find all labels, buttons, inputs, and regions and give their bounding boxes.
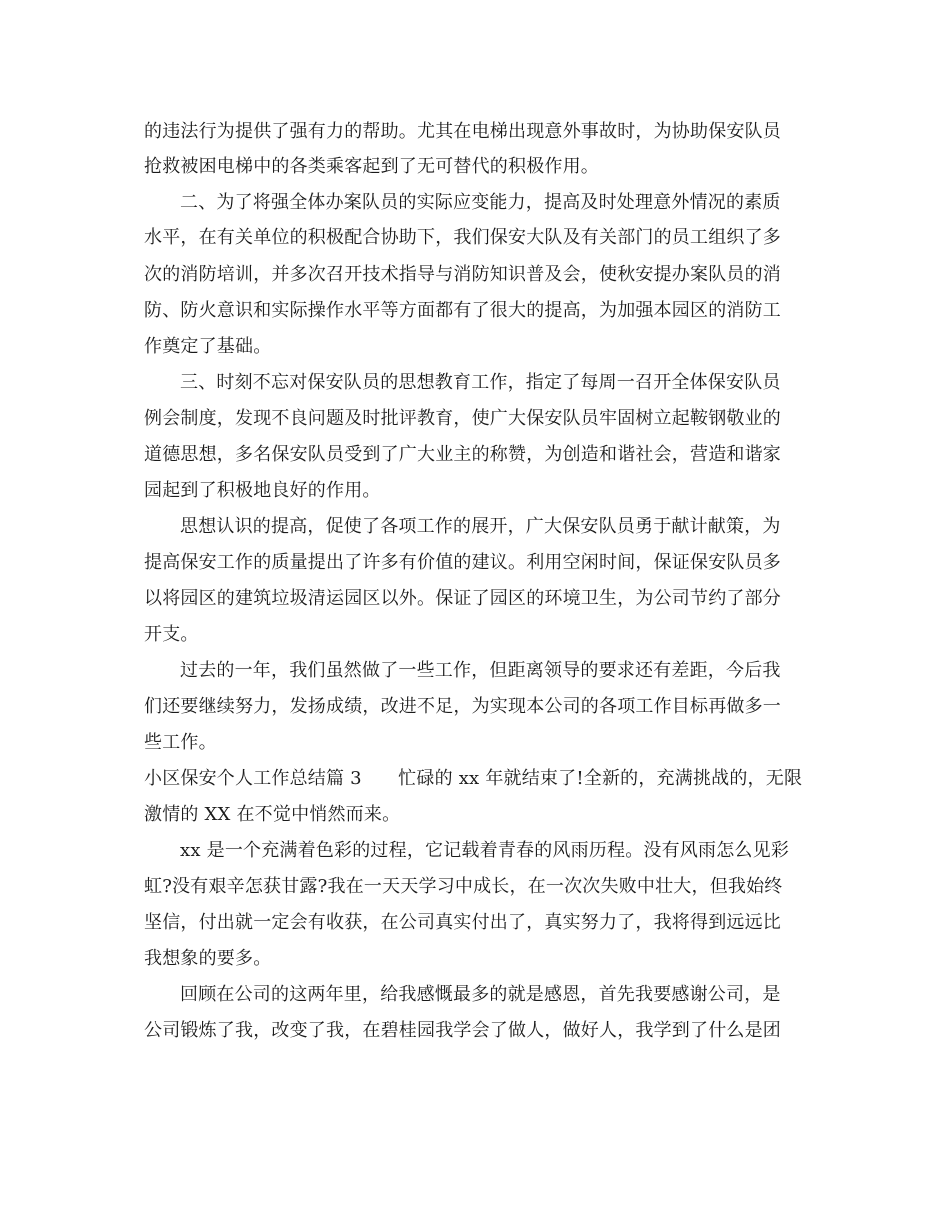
- text-line: 激情的 XX 在不觉中悄然而来。: [144, 804, 401, 825]
- text-line: 们还要继续努力，发扬成绩，改进不足，为实现本公司的各项工作目标再做多一: [144, 696, 781, 717]
- text-line: 水平，在有关单位的积极配合协助下，我们保安大队及有关部门的员工组织了多: [144, 227, 781, 248]
- text-line: 的违法行为提供了强有力的帮助。尤其在电梯出现意外事故时，为协助保安队员: [144, 121, 781, 142]
- text-line: 提高保安工作的质量提出了许多有价值的建议。利用空闲时间，保证保安队员多: [144, 552, 781, 573]
- text-line: 以将园区的建筑垃圾清运园区以外。保证了园区的环境卫生，为公司节约了部分: [144, 588, 781, 609]
- text-line: 思想认识的提高，促使了各项工作的展开，广大保安队员勇于献计献策，为: [180, 516, 781, 537]
- text-line: 道德思想，多名保安队员受到了广大业主的称赞，为创造和谐社会，营造和谐家: [144, 444, 781, 465]
- text-line: 园起到了积极地良好的作用。: [144, 480, 381, 501]
- text-line: 回顾在公司的这两年里，给我感慨最多的就是感恩，首先我要感谢公司，是: [180, 984, 781, 1005]
- text-line: 些工作。: [144, 732, 217, 753]
- text-line: 公司锻炼了我，改变了我，在碧桂园我学会了做人，做好人，我学到了什么是团: [144, 1020, 781, 1041]
- text-line: 虹?没有艰辛怎获甘露?我在一天天学习中成长，在一次次失败中壮大，但我始终: [144, 876, 783, 897]
- text-line: 我想象的要多。: [144, 948, 272, 969]
- text-line: 例会制度，发现不良问题及时批评教育，使广大保安队员牢固树立起鞍钢敬业的: [144, 408, 781, 429]
- section-heading-line: 小区保安个人工作总结篇 3 忙碌的 xx 年就结束了!全新的，充满挑战的，无限: [144, 768, 803, 789]
- text-line: 防、防火意识和实际操作水平等方面都有了很大的提高，为加强本园区的消防工: [144, 300, 781, 321]
- text-line: 二、为了将强全体办案队员的实际应变能力，提高及时处理意外情况的素质: [180, 192, 781, 213]
- text-line: xx 是一个充满着色彩的过程，它记载着青春的风雨历程。没有风雨怎么见彩: [180, 840, 790, 861]
- text-line: 作奠定了基础。: [144, 336, 272, 357]
- text-line: 开支。: [144, 624, 199, 645]
- text-line: 坚信，付出就一定会有收获，在公司真实付出了，真实努力了，我将得到远远比: [144, 912, 781, 933]
- text-line: 过去的一年，我们虽然做了一些工作，但距离领导的要求还有差距，今后我: [180, 660, 781, 681]
- text-line: 三、时刻不忘对保安队员的思想教育工作，指定了每周一召开全体保安队员: [180, 372, 781, 393]
- text-line: 次的消防培训，并多次召开技术指导与消防知识普及会，使秋安提办案队员的消: [144, 264, 781, 285]
- text-line: 抢救被困电梯中的各类乘客起到了无可替代的积极作用。: [144, 156, 599, 177]
